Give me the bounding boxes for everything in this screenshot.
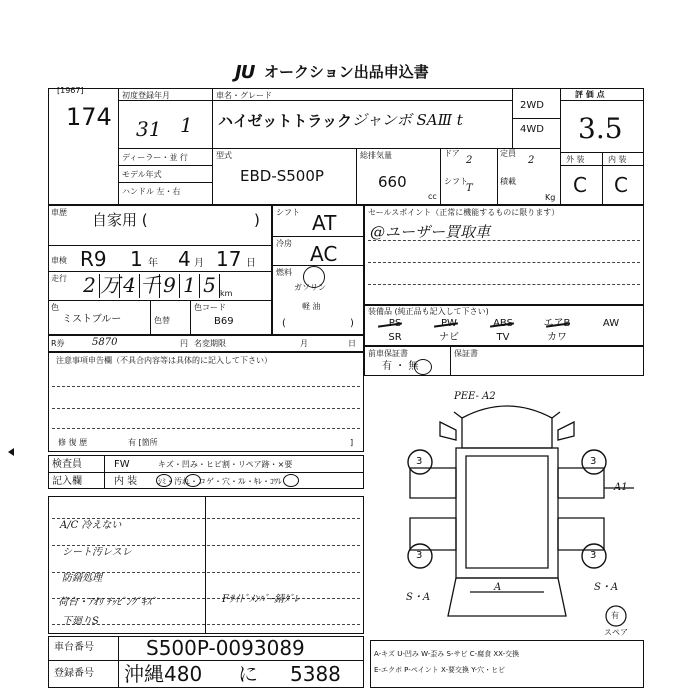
entry-int: 内 装 [114, 476, 138, 487]
fuel-label: 燃料 [276, 268, 292, 277]
handwritten-note-4: 荷台・ｱｵﾘ ﾁｯﾋﾟﾝｸﾞｷｽﾞ [58, 597, 157, 608]
recycle-label: R券 [51, 339, 65, 348]
fuel-paren-open: ( [282, 318, 286, 329]
equipment-item: カワ [547, 332, 567, 343]
inspection-year-unit: 年 [148, 258, 158, 269]
color-change-label: 色替 [154, 316, 170, 325]
rating-ext-label: 外 装 [566, 155, 585, 164]
other-guarantee-label: 保証書 [454, 349, 478, 358]
color-code: B69 [214, 316, 234, 327]
rating-score: 3.5 [578, 112, 623, 145]
damage-legend [370, 640, 644, 688]
equipment-item: PW [441, 318, 457, 329]
displacement-value: 660 [378, 173, 407, 191]
inspection-day-unit: 日 [246, 258, 256, 269]
entry-circle-1 [156, 474, 172, 487]
handwritten-note-2: シート汚レスレ [62, 547, 132, 558]
equipment-item: エアB [543, 318, 571, 329]
inspection-year: 1 [130, 247, 143, 271]
equipment-item: TV [496, 332, 510, 343]
equipment-item: AW [602, 318, 620, 329]
nox-value: 有 ・ 無 [382, 361, 419, 372]
form-code: [1967] [57, 86, 84, 95]
side-marker-icon [8, 448, 14, 456]
ac-value: AC [310, 242, 338, 266]
lot-number: 174 [66, 103, 112, 131]
spare-mark: 有 [611, 611, 619, 620]
repair-label: 修 復 歴 [58, 438, 88, 447]
mileage-digit: 5 [200, 274, 220, 298]
first-reg-year: 31 [136, 117, 162, 141]
mileage-digit: 万 [100, 273, 120, 297]
doors-value: 2 [466, 155, 473, 166]
equipment-row-2 [368, 332, 584, 344]
recycle-unit: 円 [180, 339, 188, 348]
diagram-bottom-center: A [494, 582, 502, 593]
notes-block [48, 352, 364, 452]
plate-region: 沖縄480 [124, 662, 203, 686]
sales-point-text: @ユーザー買取車 [370, 223, 491, 241]
first-reg-month: 1 [180, 113, 193, 137]
rating-ext: C [573, 173, 587, 197]
spare-label: スペア [604, 628, 628, 637]
handwritten-note-5: 下廻りS [62, 616, 99, 627]
sales-point-label: セールスポイント（正常に機能するものに限ります） [368, 208, 560, 217]
mileage-digit: 4 [120, 274, 140, 298]
drive-2wd: 2WD [520, 100, 544, 111]
equipment-item: SR [388, 332, 402, 343]
color-label: 色 [51, 303, 59, 312]
color-value: ミストブルー [62, 314, 122, 325]
equipment-item: ナビ [439, 332, 459, 343]
repair-value: 有 [箇所 [128, 438, 158, 447]
shift-type-label: シフト [444, 177, 468, 186]
handwritten-notes-block [48, 496, 364, 634]
chassis-value: S500P-0093089 [146, 636, 305, 660]
nox-selected-circle [414, 359, 432, 375]
transfer-month: 月 [300, 339, 308, 348]
mileage-digit: 千 [140, 273, 160, 297]
tire-mark-rl: 3 [416, 550, 423, 561]
equipment-label: 装備品 (純正品も記入して下さい) [368, 307, 489, 316]
drive-4wd: 4WD [520, 124, 544, 135]
diagram-bottom-right: S・A [594, 582, 619, 593]
nox-label: 前車保証書 [368, 349, 408, 358]
legend-line-2: E-エクボ P-ペイント X-要交換 Y-穴・ヒビ [374, 666, 506, 674]
model-value: EBD-S500P [240, 167, 324, 185]
mileage-label: 走行 [51, 274, 67, 283]
notes-label: 注意事項申告欄（不具合内容等は具体的に記入して下さい） [56, 356, 272, 365]
tire-mark-fr: 3 [590, 456, 597, 467]
inspection-day: 17 [216, 247, 242, 271]
mileage-digit: 1 [180, 274, 200, 298]
inspection-month-unit: 月 [194, 258, 204, 269]
sales-point-block [364, 205, 644, 305]
shift-value: AT [312, 211, 337, 235]
fuel-gasoline: ガソリン [294, 283, 326, 292]
rating-label: 評 価 点 [575, 90, 605, 99]
usage-close: ) [254, 211, 260, 229]
fuel-paren-close: ) [350, 318, 354, 329]
inspector-text: キズ・凹み・ヒビ割・リペア跡・×要 [158, 460, 293, 469]
diagram-top-label: PEE- A2 [454, 391, 496, 402]
inspection-era: R9 [80, 247, 107, 271]
handwritten-note-1: A/C 冷えない [60, 520, 122, 531]
ac-label: 冷房 [276, 239, 292, 248]
vehicle-name: ハイゼットトラック [218, 112, 352, 130]
displacement-label: 総排気量 [360, 151, 392, 160]
model-year-label: モデル年式 [122, 170, 162, 179]
chassis-label: 車台番号 [54, 642, 94, 653]
shift-label: シフト [276, 208, 300, 217]
rating-int-label: 内 装 [608, 155, 627, 164]
entry-label: 記入欄 [52, 476, 82, 487]
load-label: 積載 [500, 177, 516, 186]
vehicle-name-label: 車名・グレード [216, 91, 272, 100]
entry-circle-3 [283, 474, 299, 487]
displacement-unit: cc [428, 192, 437, 201]
equipment-item: PS [388, 318, 402, 329]
diagram-right-label: A1 [614, 482, 628, 493]
fuel-diesel: 軽 油 [302, 302, 321, 311]
inspection-label: 車検 [51, 256, 67, 265]
model-label: 型式 [216, 151, 232, 160]
transfer-label: 名変期限 [194, 339, 226, 348]
dealer-label: ディーラー・並 行 [122, 153, 188, 162]
entry-text: ｼﾐ・汚れ・コゲ・穴・ｽﾚ・ｷﾚ・ｺﾜﾚ [158, 477, 282, 486]
frame-note: Fｻｲﾄﾞﾒﾝﾊﾞｰ錆ﾀﾞﾚ [222, 594, 299, 605]
repair-close: ] [350, 438, 354, 447]
doors-label: ドア [444, 149, 460, 158]
vehicle-grade: ジャンボ SAⅢ t [352, 111, 463, 129]
handwritten-note-3: 防錆処理 [62, 573, 102, 584]
shift-type-value: T [466, 183, 473, 194]
tire-mark-fl: 3 [416, 456, 423, 467]
plate-number: 5388 [290, 662, 341, 686]
color-code-label: 色コード [194, 303, 226, 312]
capacity-value: 2 [528, 155, 535, 166]
first-reg-label: 初度登録年月 [122, 91, 170, 100]
plate-label: 登録番号 [54, 668, 94, 679]
form-title: オークション出品申込書 [264, 63, 429, 81]
entry-circle-2 [185, 474, 201, 487]
mileage-unit: km [220, 289, 233, 298]
recycle-amount: 5870 [92, 337, 118, 348]
capacity-label: 定員 [500, 149, 516, 158]
handle-label: ハンドル 左・右 [122, 187, 181, 196]
inspector-fw: FW [114, 459, 130, 470]
mileage-digits [80, 274, 220, 298]
tire-mark-rr: 3 [590, 550, 597, 561]
inspection-month: 4 [178, 247, 191, 271]
diagram-bottom-left: S・A [406, 592, 431, 603]
equipment-check-marks [378, 322, 578, 328]
mileage-digit: 2 [80, 274, 100, 298]
auction-logo: JU [235, 62, 255, 83]
transfer-day: 日 [348, 339, 356, 348]
legend-line-1: A-キズ U-凹み W-歪み S-サビ C-腐食 XX-交換 [374, 650, 520, 658]
load-unit: Kg [545, 193, 556, 202]
inspector-label: 検査員 [52, 459, 82, 470]
usage-value: 自家用 ( [92, 211, 148, 229]
plate-kana: に [238, 662, 258, 686]
mileage-digit: 9 [160, 274, 180, 298]
usage-label: 車歴 [51, 208, 67, 217]
equipment-item: ABS [493, 318, 513, 329]
rating-int: C [614, 173, 628, 197]
